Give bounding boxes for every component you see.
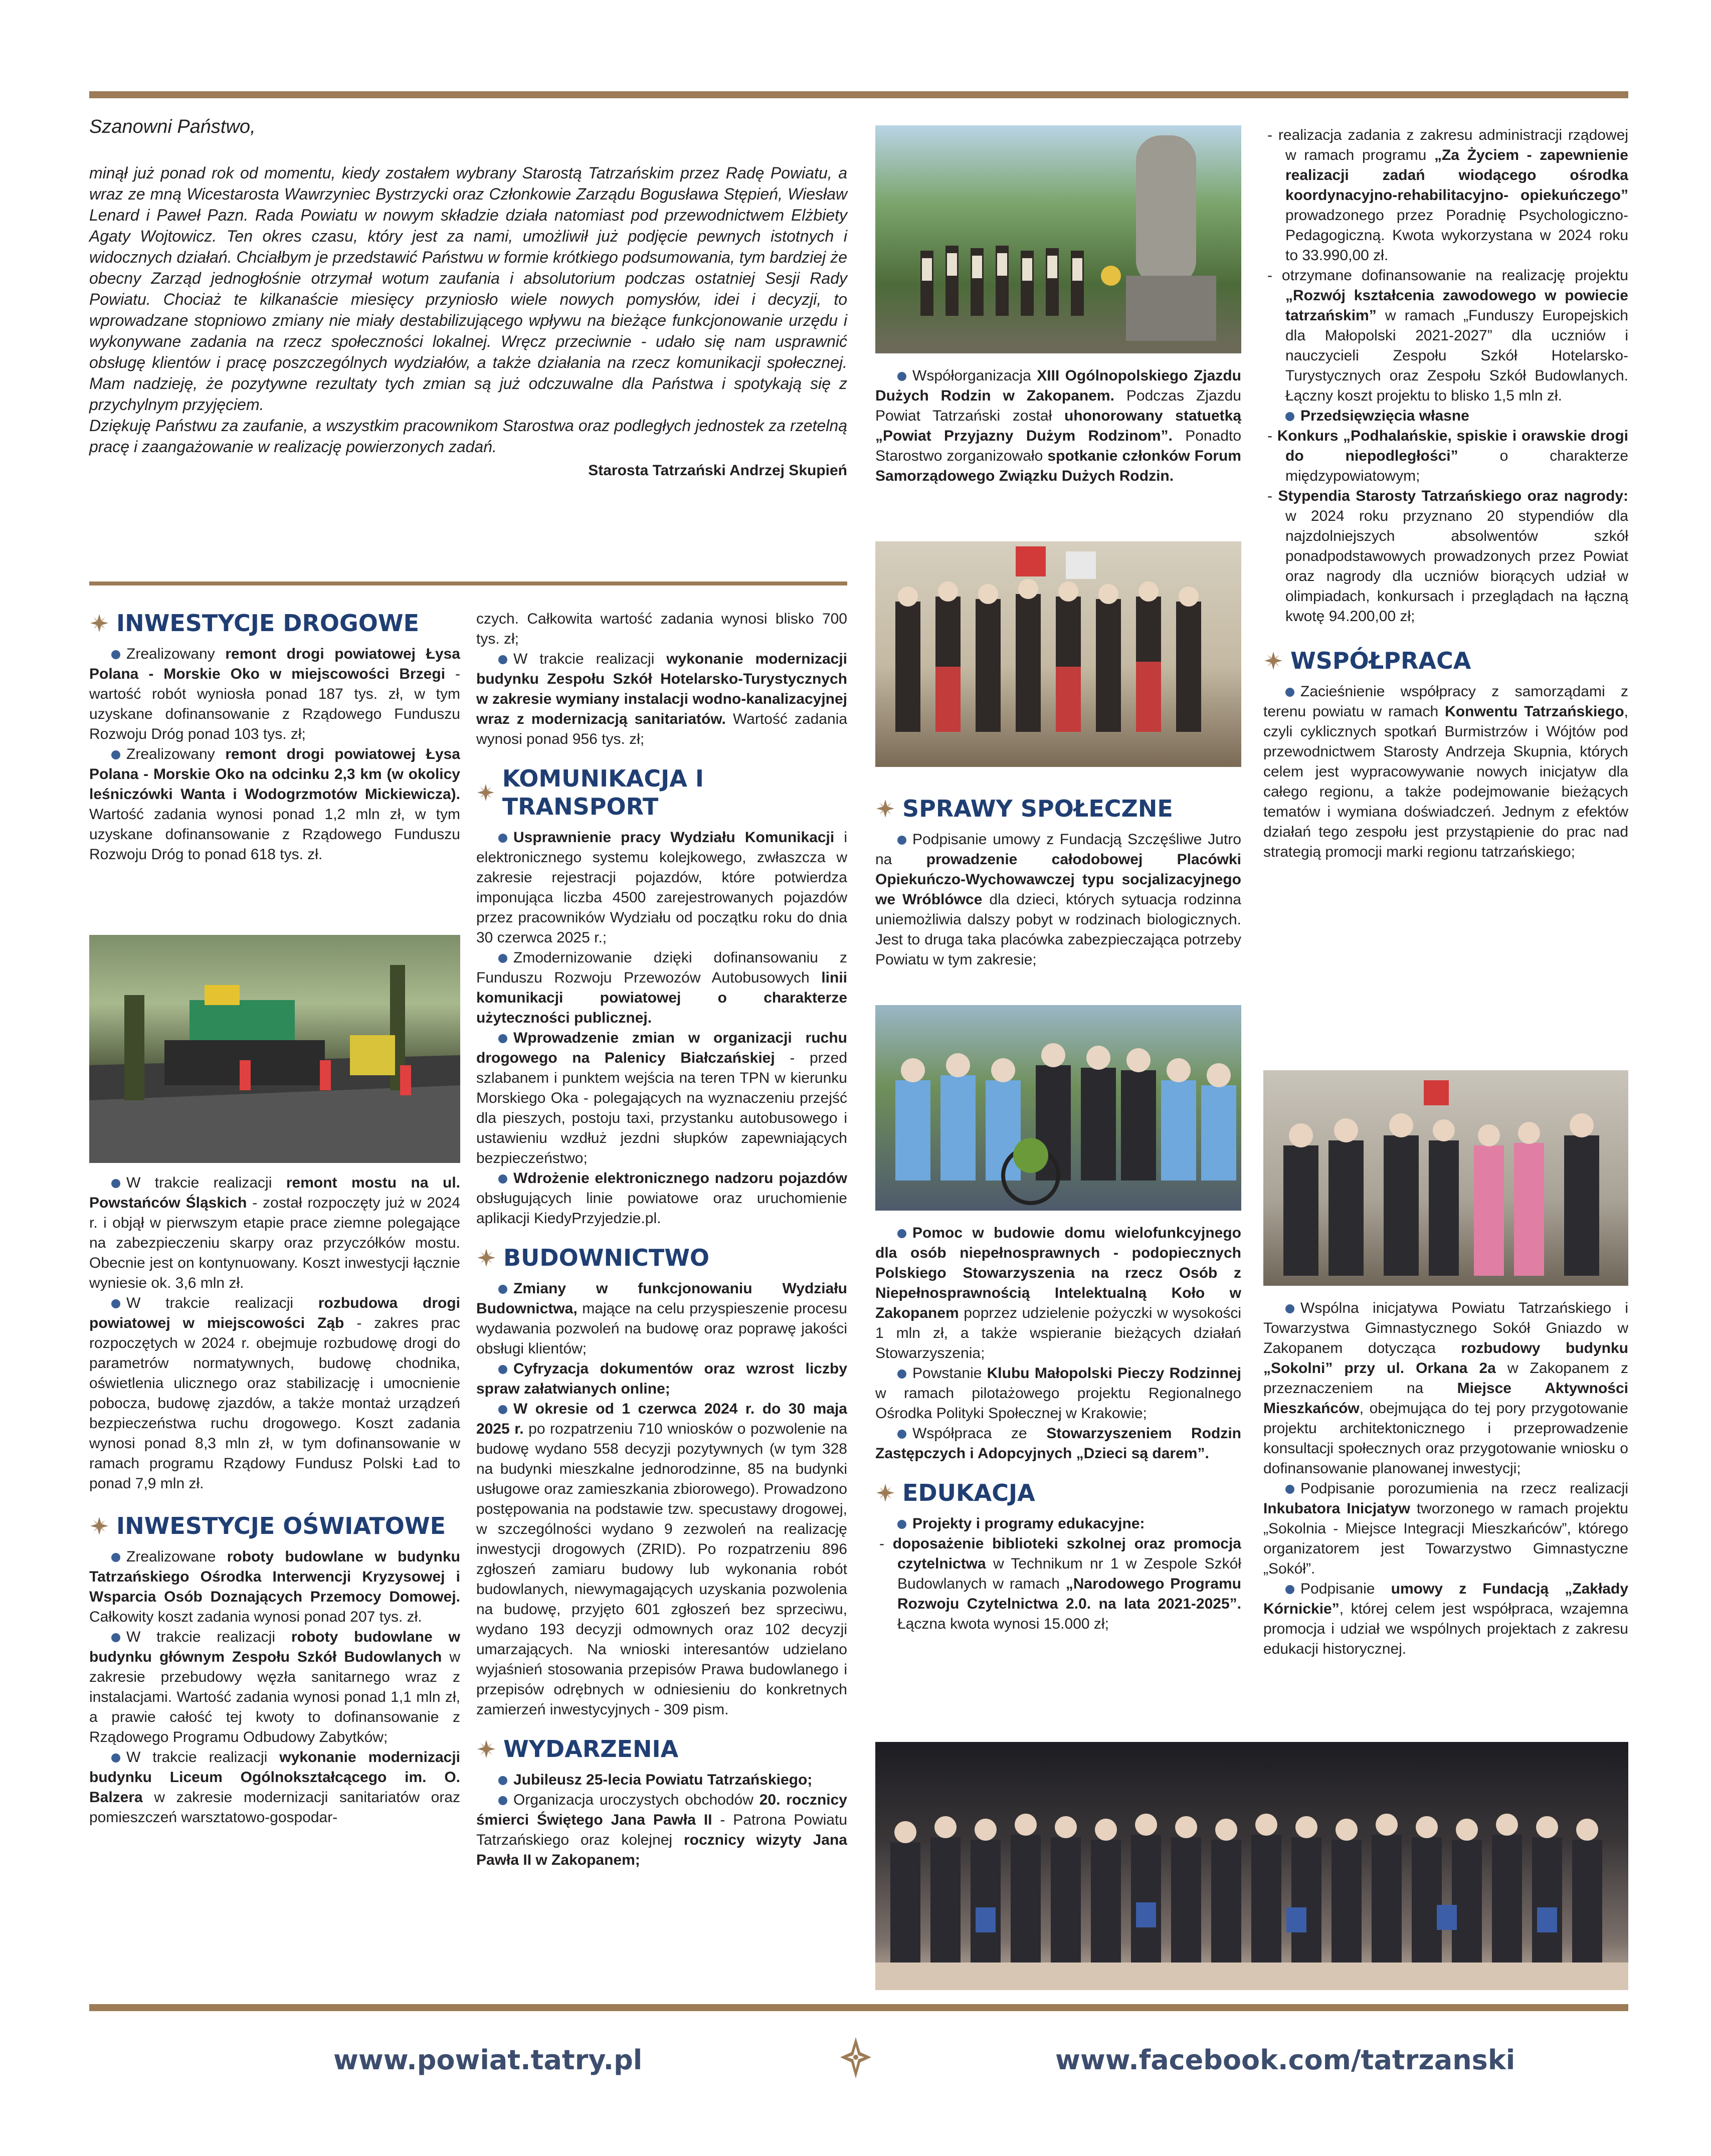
star-ornament-icon [476, 782, 495, 803]
photo-scholarship-gala [875, 1742, 1628, 1990]
bullet-icon [498, 954, 507, 963]
intro-letter [89, 116, 847, 479]
top-rule [89, 91, 1628, 98]
photo-award-ceremony [875, 541, 1241, 767]
bullet-icon [897, 1229, 906, 1238]
bullet-icon [897, 836, 906, 845]
bullet-icon [111, 1753, 120, 1762]
bullet-icon [897, 1520, 906, 1529]
heading-inwestycje-oswiatowe [89, 1512, 460, 1540]
bullet-icon [111, 1299, 120, 1308]
bullet-icon [897, 1430, 906, 1439]
bullet-icon [1285, 1585, 1294, 1594]
intro-divider [89, 581, 847, 585]
bullet-icon [897, 372, 906, 381]
bullet-icon [1285, 1304, 1294, 1313]
heading-sprawy-spoleczne [875, 795, 1241, 823]
photo-road-paver [89, 935, 460, 1163]
heading-wydarzenia [476, 1735, 847, 1763]
bullet-icon [498, 1365, 507, 1374]
bullet-icon [498, 1776, 507, 1785]
photo-monument-families [875, 125, 1241, 353]
bottom-rule [89, 2004, 1628, 2011]
section-title: INWESTYCJE DROGOWE [116, 610, 419, 637]
star-ornament-icon [476, 1248, 496, 1268]
heading-budownictwo [476, 1244, 847, 1272]
bullet-icon [111, 1633, 120, 1642]
bullet-icon [897, 1369, 906, 1379]
section-title: WSPÓŁPRACA [1290, 647, 1471, 674]
star-ornament-icon [89, 1516, 109, 1536]
bullet-icon [498, 1405, 507, 1414]
column-1-lower: W trakcie realizacji remont mostu na ul. Powstańców Śląskich - został rozpoczęty już w 2024 r. i objął w pierwszym etapie prace ziemne polegające na zabezpieczeniu skarpy oraz przyczółków mostu. Obecnie jest on kontynuowany. Koszt inwestycji łącznie wyniesie ok. 3,6 mln zł. W trakcie realizacji rozbudowa drogi powiatowej w miejscowości Ząb - zakres prac rozpoczętych w 2024 r. obejmuje rozbudowę drogi do parametrów normatywnych, budowę chodnika, oświetlenia ulicznego oraz stabilizację i umocnienie pobocza, budowę zjazdów, a także montaż urządzeń bezpieczeństwa ruchu drogowego. Koszt zadania wynosi ponad 8,3 mln zł, w tym dofinansowanie w ramach programu Rządowy Fundusz Polski Ład to ponad 7,9 mln zł. INWESTYCJE OŚWIATOWE Zrealizowane roboty budowlane w budynku Tatrzańskiego Ośrodka Interwencji Kryzysowej i Wsparcia Osób Doznających Przemocy Domowej. Całkowity koszt zadania wynosi ponad 207 tys. zł. W trakcie realizacji roboty budowlane w budynku głównym Zespołu Szkół Budowlanych w zakresie przebudowy węzła sanitarnego wraz z instalacjami. Wartość zadania wynosi ponad 1,1 mln zł, a prawie całość tej kwoty to dofinansowanie z Rządowego Programu Odbudowy Zabytków; W trakcie realizacji wykonanie modernizacji budynku Liceum Ogólnokształcącego im. O. Balzera w zakresie modernizacji sanitariatów oraz pomieszczeń warsztatowo-gospodar- [89, 1174, 461, 1826]
intro-thanks: Dziękuję Państwu za zaufanie, a wszystkim pracownikom Starostwa oraz podległych jednostek za rzetelną pracę i zaangażowanie w realizację powierzonych zadań. [89, 417, 847, 456]
bullet-icon [1285, 688, 1294, 697]
bullet-icon [111, 650, 120, 659]
column-3-caption: Współorganizacja XIII Ogólnopolskiego Zjazdu Dużych Rodzin w Zakopanem. Podczas Zjazdu Powiat Tatrzański został uhonorowany statuetką „Powiat Przyjazny Dużym Rodzinom”. Ponadto Starostwo zorganizowało spotkanie członków Forum Samorządowego Związku Dużych Rodzin. [875, 367, 1242, 484]
bullet-icon [111, 1553, 120, 1562]
column-1: INWESTYCJE DROGOWE Zrealizowany remont drogi powiatowej Łysa Polana - Morskie Oko w miejscowości Brzegi - wartość robót wyniosła ponad 187 tys. zł, w tym uzyskane dofinansowanie z Rządowego Funduszu Rozwoju Dróg ponad 103 tys. zł; Zrealizowany remont drogi powiatowej Łysa Polana - Morskie Oko na odcinku 2,3 km (w okolicy leśniczówki Wanta i Wodogrzmotów Mickiewicza). Wartość zadania wynosi ponad 1,2 mln zł, w tym uzyskane dofinansowanie z Rządowego Funduszu Rozwoju Dróg to ponad 618 tys. zł. [89, 610, 460, 863]
section-title: INWESTYCJE OŚWIATOWE [116, 1512, 446, 1539]
powiat-emblem-icon [838, 2035, 873, 2080]
bullet-icon [1285, 412, 1294, 421]
section-title: WYDARZENIA [503, 1735, 679, 1762]
section-title: BUDOWNICTWO [503, 1244, 710, 1271]
section-title: KOMUNIKACJA I TRANSPORT [502, 765, 704, 820]
star-ornament-icon [89, 613, 109, 633]
column-3: SPRAWY SPOŁECZNE Podpisanie umowy z Fundacją Szczęśliwe Jutro na prowadzenie całodobowej Placówki Opiekuńczo-Wychowawczej typu socjalizacyjnego we Wróblówce dla dzieci, których sytuacja rodzinna uniemożliwia dalszy pobyt w rodzinach biologicznych. Jest to druga taka placówka zabezpieczająca potrzeby Powiatu w tym zakresie; [875, 795, 1241, 968]
bullet-icon [1285, 1485, 1294, 1494]
bullet-icon [498, 1034, 507, 1043]
bullet-icon [498, 655, 507, 664]
website-link[interactable]: www.powiat.tatry.pl [333, 2044, 643, 2076]
signature: Starosta Tatrzański Andrzej Skupień [588, 462, 847, 479]
bullet-icon [111, 1179, 120, 1188]
column-4: - realizacja zadania z zakresu administracji rządowej w ramach programu „Za Życiem - zapewnienie realizacji zadań wiodącego ośrodka koordynacyjno-rehabilitacyjno- opiekuńczego” prowadzonego przez Poradnię Psychologiczno-Pedagogiczną. Kwota wykorzystana w 2024 roku to 33.990,00 zł. - otrzymane dofinansowanie na realizację projektu „Rozwój kształcenia zawodowego w powiecie tatrzańskim” w ramach „Funduszy Europejskich dla Małopolski 2021-2027” dla uczniów i nauczycieli Zespołu Szkół Hotelarsko-Turystycznych oraz Zespołu Szkół Budowlanych. Łączny koszt projektu to blisko 1,5 mln zł. Przedsięwzięcia własne - Konkurs „Podhalańskie, spiskie i orawskie drogi do niepodległości” o charakterze międzypowiatowym; - Stypendia Starosty Tatrzańskiego oraz nagrody: w 2024 roku przyznano 20 stypendiów dla najzdolniejszych absolwentów szkół ponadpodstawowych prowadzonych przez Powiat oraz nagrody dla uczniów biorących udział w olimpiadach, konkursach i przeglądach na łączną kwotę 94.200,00 zł; WSPÓŁPRACA Zacieśnienie współpracy z samorządami z terenu powiatu w ramach Konwentu Tatrzańskiego, czyli cyklicznych spotkań Burmistrzów i Wójtów pod przewodnictwem Starosty Andrzeja Skupnia, których celem jest wypracowywanie nowych inicjatyw dla całego regionu, a także podejmowanie bieżących tematów i wymiana doświadczeń. Jednym z efektów działań tego zespołu jest przystąpienie do prac nad strategią promocji marki regionu tatrzańskiego; [1263, 127, 1629, 860]
photo-cyclists-group [875, 1005, 1241, 1211]
heading-komunikacja [476, 764, 847, 821]
column-2: czych. Całkowita wartość zadania wynosi blisko 700 tys. zł; W trakcie realizacji wykonanie modernizacji budynku Zespołu Szkół Hotelarsko-Turystycznych w zakresie wymiany instalacji wodno-kanalizacyjnej wraz z modernizacją sanitariatów. Wartość zadania wynosi ponad 956 tys. zł; KOMUNIKACJA I TRANSPORT Usprawnienie pracy Wydziału Komunikacji i elektronicznego systemu kolejkowego, zwłaszcza w zakresie rejestracji pojazdów, które potwierdza imponująca liczba 4500 zarejestrowanych pojazdów przez pracowników Wydziału od początku roku do dnia 30 czerwca 2025 r.; Zmodernizowanie dzięki dofinansowaniu z Funduszu Rozwoju Przewozów Autobusowych linii komunikacji powiatowej o charakterze użyteczności publicznej. Wprowadzenie zmian w organizacji ruchu drogowego na Palenicy Białczańskiej - przed szlabanem i punktem wejścia na teren TPN w kierunku Morskiego Oka - polegających na wyznaczeniu przejść dla pieszych, postoju taxi, przystanku autobusowego i ustawieniu wzdłuż jezdni słupków zapewniających bezpieczeństwo; Wdrożenie elektronicznego nadzoru pojazdów obsługujących linie powiatowe oraz uruchomienie aplikacji KiedyPrzyjedzie.pl. BUDOWNICTWO Zmiany w funkcjonowaniu Wydziału Budownictwa, mające na celu przyspieszenie procesu wydawania pozwoleń na budowę oraz poprawę jakości obsługi klientów; Cyfryzacja dokumentów oraz wzrost liczby spraw załatwianych online; W okresie od 1 czerwca 2024 r. do 30 maja 2025 r. po rozpatrzeniu 710 wniosków o pozwolenie na budowę wydano 558 decyzji pozytywnych (w tym 328 na budynki mieszkalne jednorodzinne, 85 na budynki usługowe oraz zamieszkania zbiorowego). Prowadzono postępowania na podstawie tzw. specustawy drogowej, w szczególności wydano 9 zezwoleń na realizację inwestycji drogowych (ZRID). Po rozpatrzeniu 896 zgłoszeń zamiaru budowy lub wykonania robót budowlanych, niewymagających uzyskania pozwolenia na budowę, przyjęto 601 zgłoszeń bez sprzeciwu, wydano 193 decyzji odmownych oraz 102 decyzji umarzających. Na wnioski interesantów udzielano wyjaśnień stosowania przepisów Prawa budowlanego i przepisów odrębnych w odniesieniu do konkretnych zamierzeń inwestycyjnych - 309 pism. WYDARZENIA Jubileusz 25-lecia Powiatu Tatrzańskiego; Organizacja uroczystych obchodów 20. rocznicy śmierci Świętego Jana Pawła II - Patrona Powiatu Tatrzańskiego oraz kolejnej rocznicy wizyty Jana Pawła II w Zakopanem; [476, 611, 848, 1868]
bullet-icon [498, 1285, 507, 1294]
star-ornament-icon [476, 1739, 496, 1759]
heading-edukacja [875, 1479, 1241, 1507]
star-ornament-icon [1263, 651, 1283, 671]
salutation: Szanowni Państwo, [89, 116, 256, 137]
star-ornament-icon [875, 1483, 895, 1503]
bullet-icon [498, 1796, 507, 1805]
bullet-icon [111, 750, 120, 759]
photo-press-conference [1263, 1070, 1628, 1286]
column-4-lower: Wspólna inicjatywa Powiatu Tatrzańskiego i Towarzystwa Gimnastycznego Sokół Gniazdo w Zakopanem dotycząca rozbudowy budynku „Sokolni” przy ul. Orkana 2a w Zakopanem z przeznaczeniem na Miejsce Aktywności Mieszkańców, obejmująca do tej pory przygotowanie projektu architektonicznego i przeprowadzenie konsultacji społecznych oraz przygotowanie wniosku o dofinansowanie planowanej inwestycji; Podpisanie porozumienia na rzecz realizacji Inkubatora Inicjatyw tworzonego w ramach projektu „Sokolnia - Miejsce Integracji Mieszkańców”, którego organizatorem jest Towarzystwo Gimnastyczne „Sokół”. Podpisanie umowy z Fundacją „Zakłady Kórnickie”, której celem jest współpraca, wzajemna promocja i udział we wspólnych projektach z zakresu edukacji historycznej. [1263, 1300, 1629, 1657]
section-title: SPRAWY SPOŁECZNE [902, 795, 1173, 822]
bullet-icon [498, 1174, 507, 1184]
section-title: EDUKACJA [902, 1479, 1035, 1506]
column-3-lower: Pomoc w budowie domu wielofunkcyjnego dla osób niepełnosprawnych - podopiecznych Polskiego Stowarzyszenia na rzecz Osób z Niepełnosprawnością Intelektualną Koło w Zakopanem poprzez udzielenie pożyczki w wysokości 1 mln zł, a także wspieranie bieżących działań Stowarzyszenia; Powstanie Klubu Małopolski Pieczy Rodzinnej w ramach pilotażowego projektu Regionalnego Ośrodka Polityki Społecznej w Krakowie; Współpraca ze Stowarzyszeniem Rodzin Zastępczych i Adopcyjnych „Dzieci są darem”. EDUKACJA Projekty i programy edukacyjne: - doposażenie biblioteki szkolnej oraz promocja czytelnictwa w Technikum nr 1 w Zespole Szkół Budowlanych w ramach „Narodowego Programu Rozwoju Czytelnictwa 2.0. na lata 2021-2025”. Łączna kwota wynosi 15.000 zł; [875, 1225, 1242, 1632]
intro-paragraph: minął już ponad rok od momentu, kiedy zostałem wybrany Starostą Tatrzańskim przez Radę Powiatu, a wraz ze mną Wicestarosta Wawrzyniec Bystrzycki oraz Członkowie Zarządu Bogusława Stępień, Wiesław Lenard i Paweł Pazn. Rada Powiatu w nowym składzie działa natomiast pod przewodnictwem Elżbiety Agaty Wojtowicz. Ten okres czasu, który jest za nami, umożliwił już podjęcie pewnych istotnych i widocznych działań. Chciałbym je przedstawić Państwu w formie krótkiego podsumowania, tym bardziej że obecny Zarząd jednogłośnie otrzymał wotum zaufania i absolutorium podczas ostatniej Sesji Rady Powiatu. Chociaż te kilkanaście miesięcy przyniosło wiele nowych pomysłów, idei i decyzji, to wprowadzane stopniowo zmiany nie miały destabilizującego wpływu na bieżące funkcjonowanie urzędu i wykonywane zadania na rzecz społeczności lokalnej. Wręcz przeciwnie - udało się nam usprawnić obsługę klientów i pracę poszczególnych wydziałów, a także działania na rzecz komunikacji społecznej. Mam nadzieję, że pozytywne rezultaty tych zmian są już odczuwalne dla Państwa i spotykają się z przychylnym przyjęciem. [89, 164, 847, 414]
star-ornament-icon [875, 799, 895, 819]
heading-inwestycje-drogowe [89, 609, 460, 637]
heading-wspolpraca [1263, 647, 1628, 675]
bullet-icon [498, 834, 507, 843]
facebook-link[interactable]: www.facebook.com/tatrzanski [1055, 2044, 1515, 2076]
